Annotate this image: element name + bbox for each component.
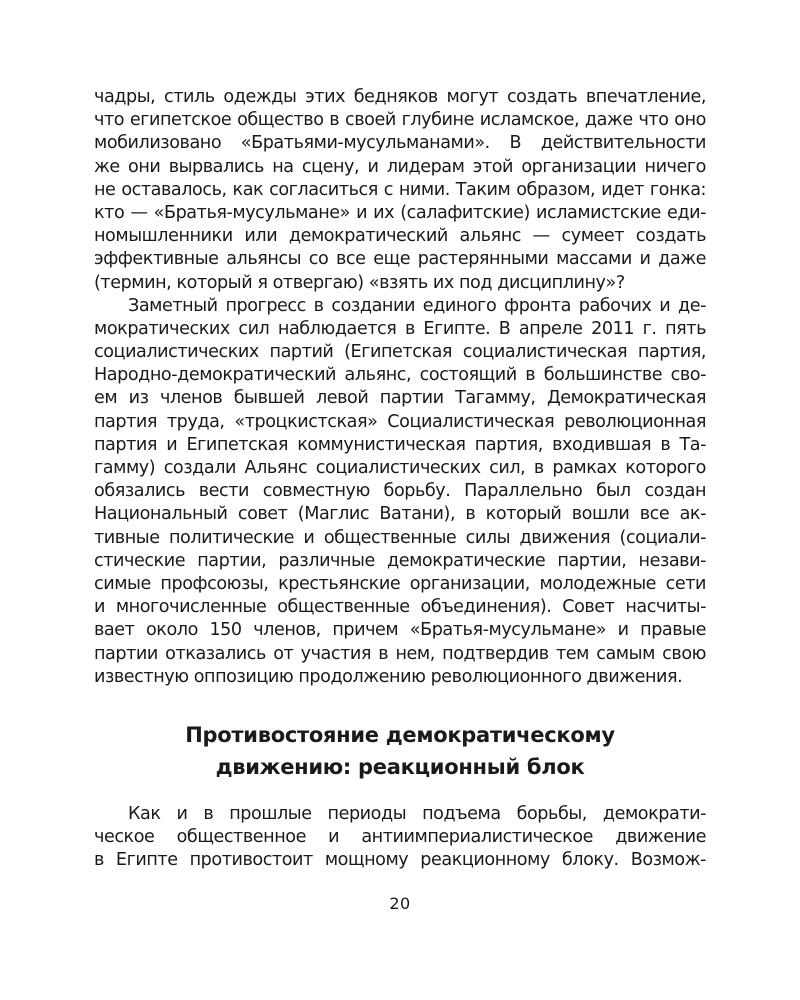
text-line: ческое общественное и антиимпериалистическое движение <box>94 827 706 848</box>
heading-line: движению: реакционный блок <box>215 754 585 779</box>
section-heading <box>94 719 706 783</box>
text-line: социалистических партий (Египетская социалистическая партия, <box>94 342 706 363</box>
text-line: мократических сил наблюдается в Египте. В апреле 2011 г. пять <box>94 318 706 339</box>
text-line: мобилизовано «Братьями-мусульманами». В действительности <box>94 133 706 154</box>
text-line: и многочисленные общественные объединения). Совет насчиты- <box>94 597 706 618</box>
paragraph-3 <box>94 803 706 873</box>
heading-line: Противостояние демократическому <box>185 722 615 747</box>
text-line: стические партии, различные демократические партии, незави- <box>94 550 706 571</box>
text-line: вает около 150 членов, причем «Братья-мусульмане» и правые <box>94 620 706 641</box>
text-line: ем из членов бывшей левой партии Тагамму, Демократическая <box>94 388 706 409</box>
text-line: известную оппозицию продолжению революционного движения. <box>94 666 683 687</box>
text-line: партия и Египетская коммунистическая партия, входившая в Та- <box>94 434 706 455</box>
text-line: Заметный прогресс в создании единого фронта рабочих и де- <box>128 295 706 316</box>
text-line: же они вырвались на сцену, и лидерам этой организации ничего <box>94 156 706 177</box>
text-line: эффективные альянсы со все еще растерянными массами и даже <box>94 249 706 270</box>
text-line: симые профсоюзы, крестьянские организации, молодежные сети <box>94 573 706 594</box>
text-line: Как и в прошлые периоды подъема борьбы, демократи- <box>128 803 706 824</box>
text-line: партия труда, «троцкистская» Социалистическая революционная <box>94 411 706 432</box>
page-content <box>94 86 706 872</box>
text-line: обязались вести совместную борьбу. Параллельно был создан <box>94 481 706 502</box>
page-number: 20 <box>389 894 411 913</box>
text-line: Народно-демократический альянс, состоящий в большинстве сво- <box>94 365 706 386</box>
text-line: номышленники или демократический альянс — сумеет создать <box>94 226 706 247</box>
text-line: чадры, стиль одежды этих бедняков могут создать впечатление, <box>94 87 706 107</box>
text-line: Национальный совет (Маглис Ватани), в который вошли все ак- <box>94 504 706 525</box>
paragraph-2 <box>94 295 706 689</box>
text-line: что египетское общество в своей глубине исламское, даже что оно <box>94 110 706 131</box>
text-line: (термин, который я отвергаю) «взять их под дисциплину»? <box>94 272 625 293</box>
paragraph-1 <box>94 86 706 295</box>
text-line: кто — «Братья-мусульмане» и их (салафитские) исламистские еди- <box>94 202 706 223</box>
text-line: гамму) создали Альянс социалистических сил, в рамках которого <box>94 458 706 478</box>
text-line: в Египте противостоит мощному реакционному блоку. Возмож- <box>94 850 706 871</box>
text-line: партии отказались от участия в нем, подтвердив тем самым свою <box>94 643 706 664</box>
text-line: тивные политические и общественные силы движения (социали- <box>94 527 706 548</box>
text-line: не оставалось, как согласиться с ними. Таким образом, идет гонка: <box>94 179 706 200</box>
